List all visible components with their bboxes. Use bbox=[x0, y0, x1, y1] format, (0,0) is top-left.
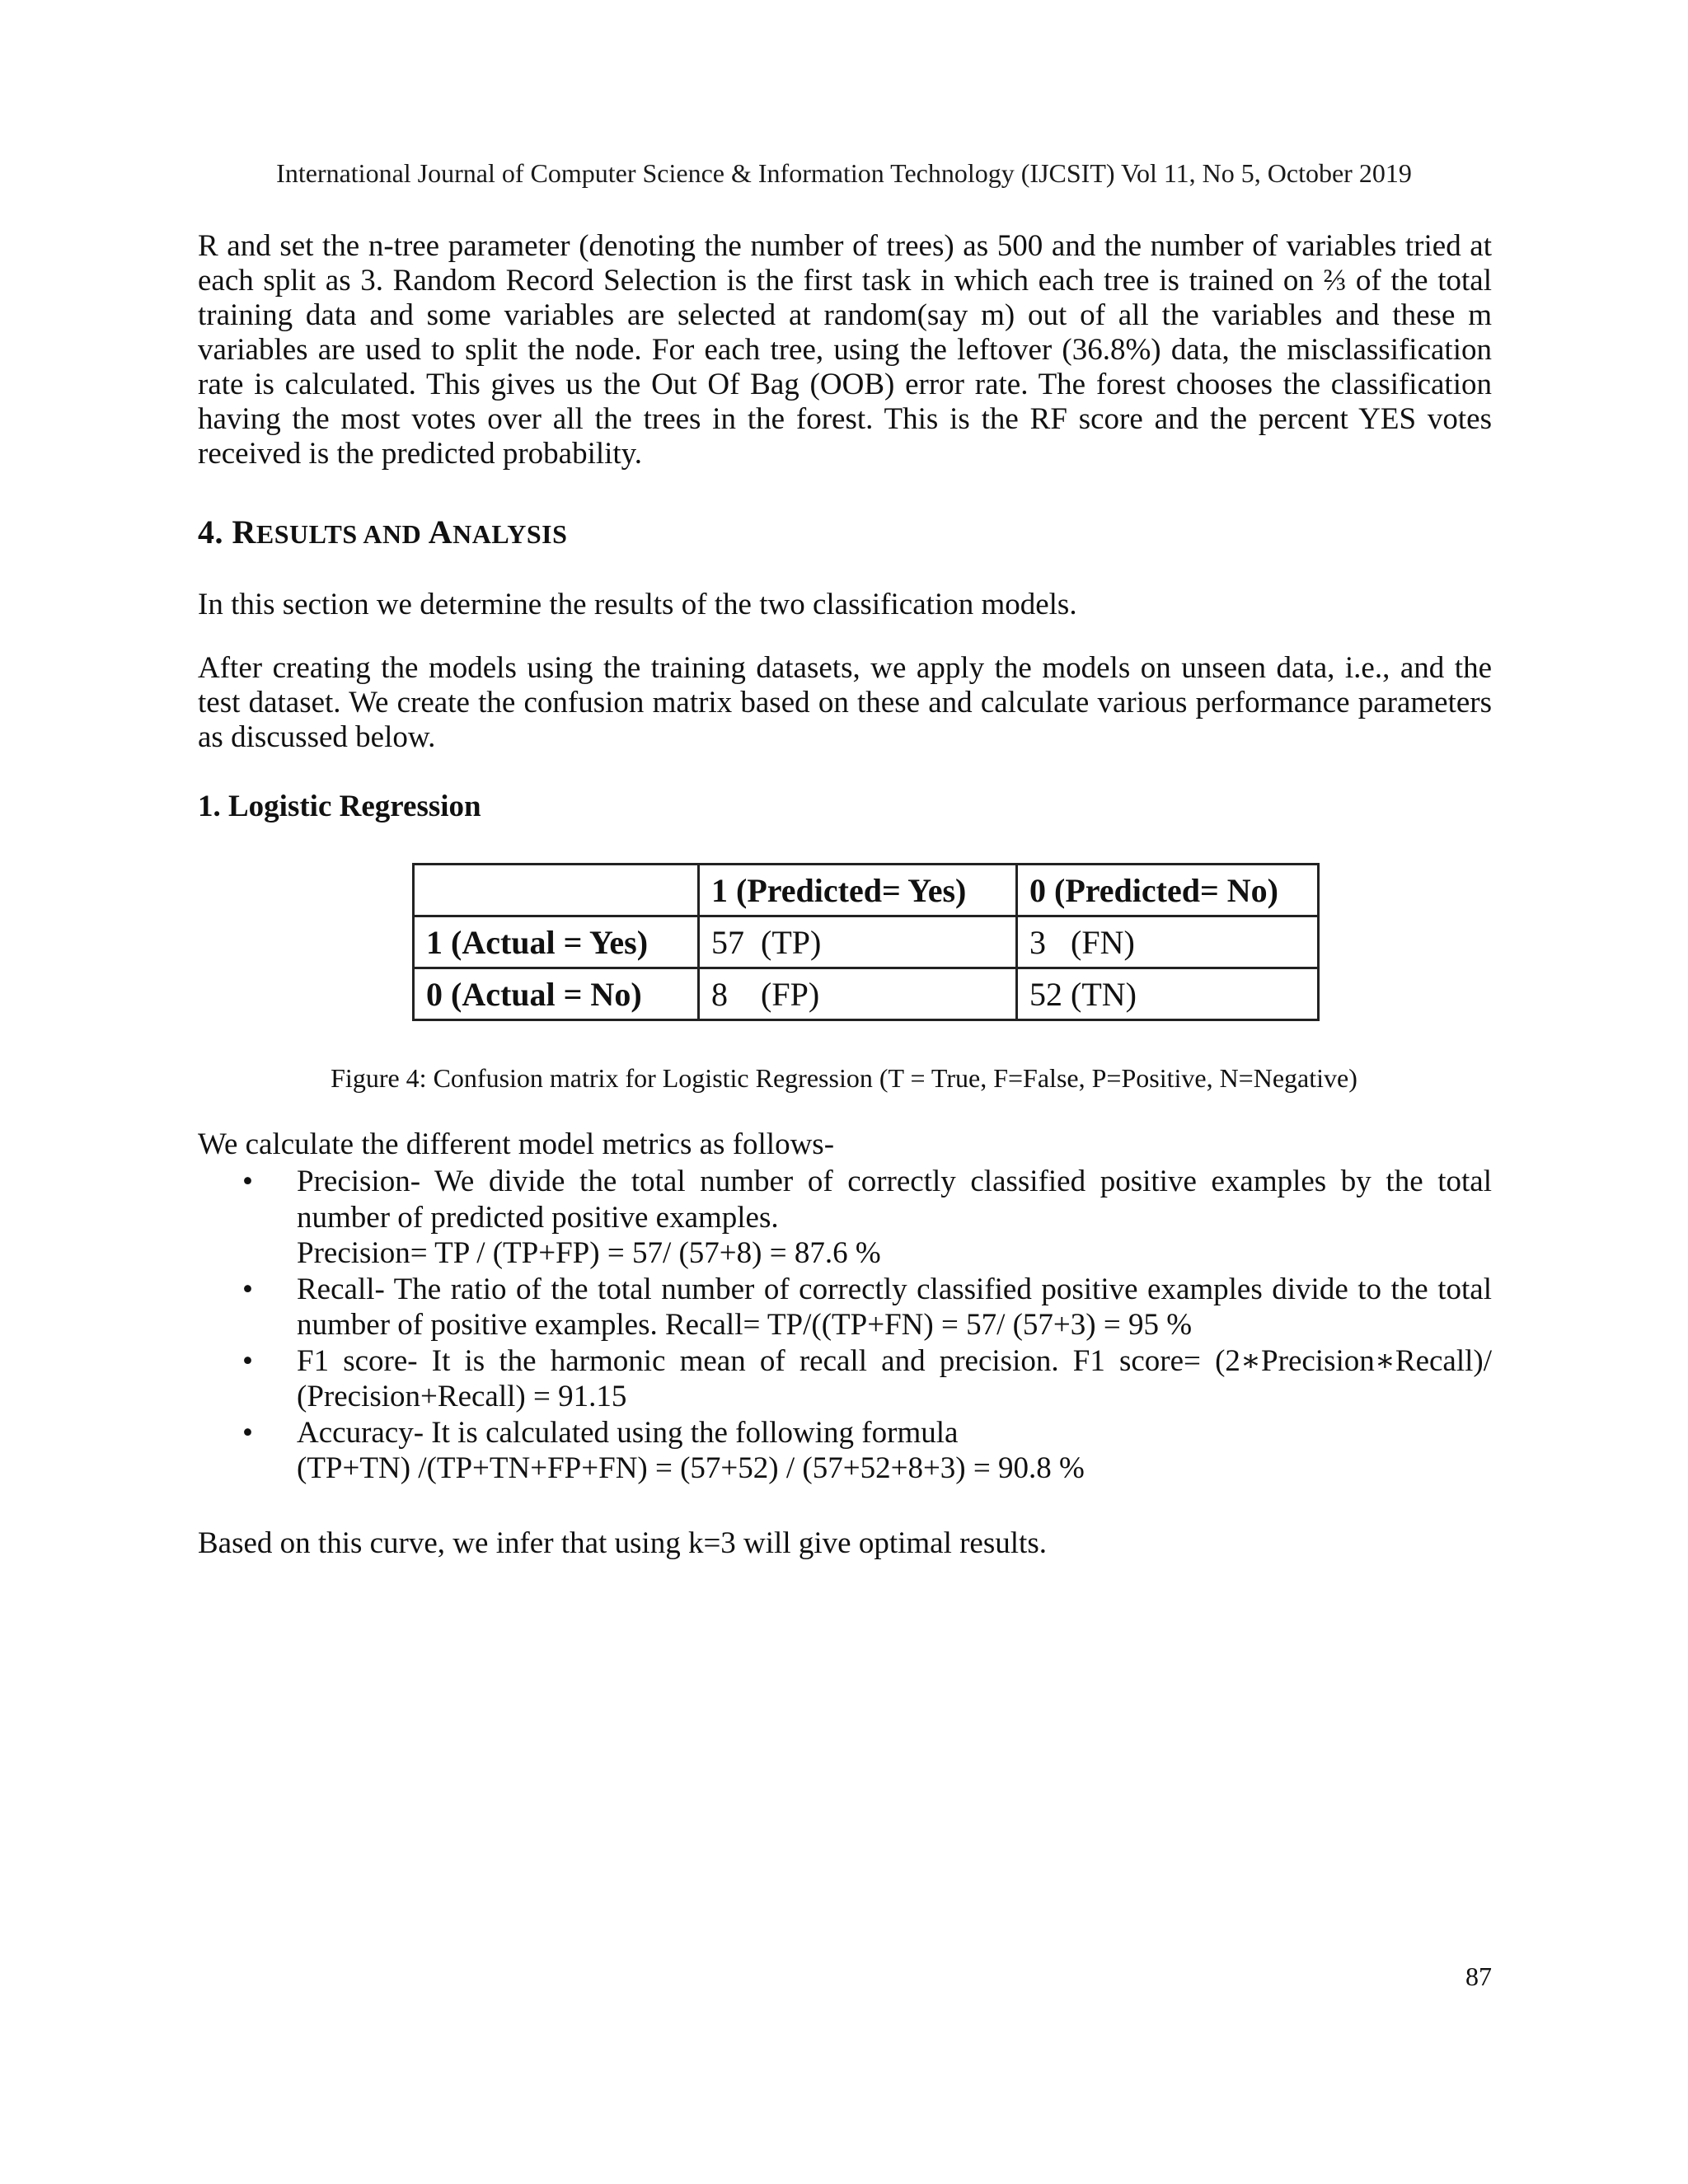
table-row bbox=[414, 916, 1319, 968]
section-title-a: A bbox=[428, 513, 453, 551]
paragraph-intro: R and set the n-tree parameter (denoting the number of trees) as 500 and the number of variables tried at each split as 3. Random Record Selection is the first task in which each tree is trained on ⅔ of the total training data and some variables are selected at random(say m) out of all the variables and these m variables are used to split the node. For each tree, using the leftover (36.8%) data, the misclassification rate is calculated. This gives us the Out Of Bag (OOB) error rate. The forest chooses the classification having the most votes over all the trees in the forest. This is the RF score and the percent YES votes received is the predicted probability. bbox=[198, 229, 1492, 471]
list-item bbox=[198, 1164, 1492, 1272]
running-header: International Journal of Computer Science & Information Technology (IJCSIT) Vol 11, No 5, October 2019 bbox=[276, 158, 1412, 188]
figure-caption: Figure 4: Confusion matrix for Logistic Regression (T = True, F=False, P=Positive, N=Negative) bbox=[331, 1063, 1357, 1093]
metric-precision-formula: Precision= TP / (TP+FP) = 57/ (57+8) = 87.6 % bbox=[297, 1236, 881, 1270]
section-number: 4. bbox=[198, 513, 232, 551]
table-cell-corner bbox=[414, 865, 699, 916]
table-header-predicted-no: 0 (Predicted= No) bbox=[1017, 865, 1319, 916]
paragraph-section-intro: In this section we determine the results of the two classification models. bbox=[198, 588, 1077, 621]
table-row bbox=[414, 968, 1319, 1020]
list-item bbox=[198, 1343, 1492, 1415]
paragraph-conclusion: Based on this curve, we infer that using k=3 will give optimal results. bbox=[198, 1526, 1047, 1560]
table-cell-fn: 3 (FN) bbox=[1017, 916, 1319, 968]
list-item bbox=[198, 1415, 1492, 1487]
table-cell-fp: 8 (FP) bbox=[699, 968, 1017, 1020]
metrics-intro: We calculate the different model metrics as follows- bbox=[198, 1127, 835, 1161]
table-row bbox=[414, 865, 1319, 916]
bullet-icon: • bbox=[242, 1343, 253, 1378]
table-row-header-actual-yes: 1 (Actual = Yes) bbox=[414, 916, 699, 968]
table-cell-tn: 52 (TN) bbox=[1017, 968, 1319, 1020]
metrics-list bbox=[198, 1164, 1492, 1487]
bullet-icon: • bbox=[242, 1272, 253, 1306]
section-title-esults: ESULTS AND bbox=[256, 519, 429, 549]
metric-accuracy-formula: (TP+TN) /(TP+TN+FP+FN) = (57+52) / (57+52+8+3) = 90.8 % bbox=[297, 1451, 1085, 1485]
metric-precision-text: Precision- We divide the total number of correctly classified positive examples by the total number of predicted positive examples. bbox=[297, 1165, 1492, 1235]
list-item bbox=[198, 1272, 1492, 1343]
page-number: 87 bbox=[1465, 1961, 1492, 1991]
section-title-r: R bbox=[232, 513, 256, 551]
confusion-matrix-table bbox=[412, 863, 1320, 1021]
table-cell-tp: 57 (TP) bbox=[699, 916, 1017, 968]
paragraph-models: After creating the models using the training datasets, we apply the models on unseen data, i.e., and the test dataset. We create the confusion matrix based on these and calculate various performance parameters as discussed below. bbox=[198, 651, 1492, 754]
bullet-icon: • bbox=[242, 1415, 253, 1450]
table-header-predicted-yes: 1 (Predicted= Yes) bbox=[699, 865, 1017, 916]
metric-f1-text: F1 score- It is the harmonic mean of recall and precision. F1 score= (2∗Precision∗Recall)/ (Precision+Recall) = 91.15 bbox=[297, 1343, 1492, 1413]
section-title-nalysis: NALYSIS bbox=[452, 519, 568, 549]
subsection-heading: 1. Logistic Regression bbox=[198, 790, 481, 823]
table-row-header-actual-no: 0 (Actual = No) bbox=[414, 968, 699, 1020]
metric-recall-text: Recall- The ratio of the total number of correctly classified positive examples divide to the total number of positive examples. Recall= TP/((TP+FN) = 57/ (57+3) = 95 % bbox=[297, 1272, 1492, 1342]
metric-accuracy-text: Accuracy- It is calculated using the following formula bbox=[297, 1415, 959, 1450]
bullet-icon: • bbox=[242, 1165, 253, 1198]
section-heading bbox=[198, 513, 567, 551]
